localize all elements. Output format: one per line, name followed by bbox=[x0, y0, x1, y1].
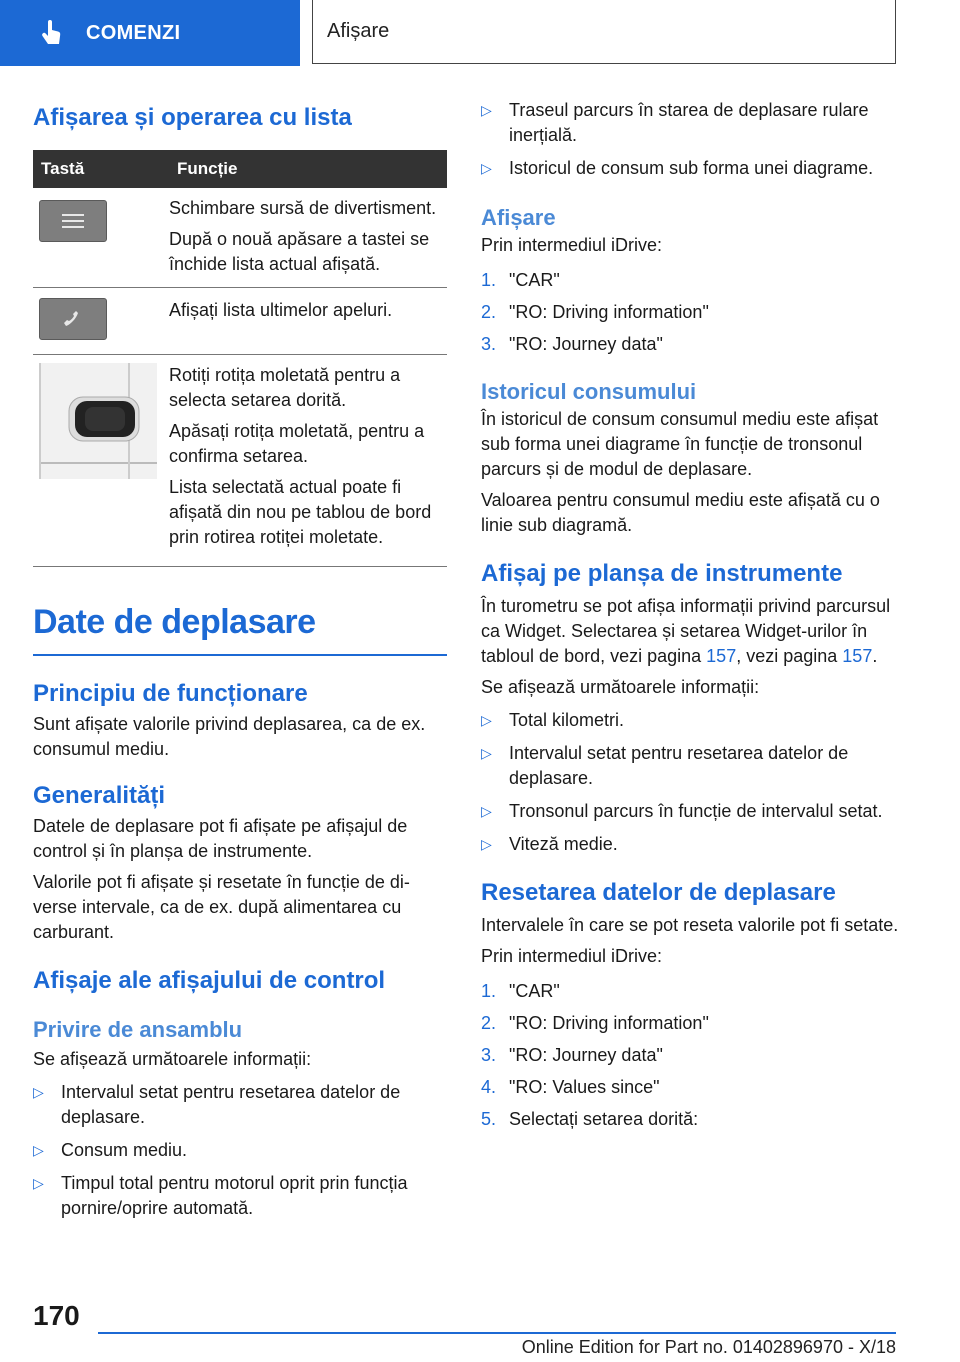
table-cell-text: Apăsați rotița moletată, pentru a confirma setarea. bbox=[169, 421, 425, 466]
bullet-triangle-icon: ▷ bbox=[481, 803, 492, 819]
hand-pointer-icon bbox=[40, 20, 64, 46]
list-item: ▷ Traseul parcurs în starea de deplasare rulare inerțială. bbox=[481, 98, 901, 148]
general-paragraph: Datele de deplasare pot fi afișate pe afișajul de control și în planșa de instrumente. bbox=[33, 816, 408, 861]
overview-heading: Privire de ansamblu bbox=[33, 1017, 243, 1042]
list-item: 2. "RO: Driving information" bbox=[481, 302, 709, 322]
footer-edition: Online Edition for Part no. 01402896970 - X/18 bbox=[521, 1337, 896, 1357]
bullet-triangle-icon: ▷ bbox=[33, 1142, 44, 1158]
subsection-tab[interactable] bbox=[312, 0, 896, 64]
subsection-tab-label: Afișare bbox=[327, 20, 390, 42]
table-row bbox=[33, 355, 447, 567]
cluster-paragraph: În turometru se pot afișa informații privind parcursul ca Widget. Selectarea și setarea Widget-urilor în tabloul de bord, vezi pagina 157, vezi pagina 157. bbox=[481, 596, 891, 666]
section-tab-label: COMENZI bbox=[86, 21, 181, 44]
displays-heading: Afișaje ale afișajului de control bbox=[33, 967, 386, 994]
list-item: 4. "RO: Values since" bbox=[481, 1077, 660, 1097]
header-bar bbox=[0, 0, 960, 66]
list-item: ▷ Istoricul de consum sub forma unei diagrame. bbox=[481, 156, 901, 181]
list-item: ▷ Consum mediu. bbox=[33, 1138, 447, 1163]
col-function-header: Funcție bbox=[177, 159, 238, 178]
principle-text: Sunt afișate valorile privind deplasarea, ca de ex. consumul mediu. bbox=[33, 714, 426, 759]
list-item: 3. "RO: Journey data" bbox=[481, 1045, 663, 1065]
list-item: ▷ Tronsonul parcurs în funcție de intervalul setat. bbox=[481, 799, 901, 824]
page-link[interactable]: 157 bbox=[842, 646, 873, 666]
list-item: 1. "CAR" bbox=[481, 270, 560, 290]
list-item: ▷ Intervalul setat pentru resetarea datelor de deplasare. bbox=[481, 741, 901, 791]
table-cell-text: Schimbare sursă de divertisment. bbox=[169, 198, 437, 218]
col-key-header: Tastă bbox=[41, 159, 85, 178]
table-cell-text: Afișați lista ultimelor apeluri. bbox=[169, 300, 393, 320]
list-item: 2. "RO: Driving information" bbox=[481, 1013, 709, 1033]
controller-knob-image bbox=[39, 363, 157, 479]
list-item: 1. "CAR" bbox=[481, 981, 560, 1001]
chapter-title: Date de deplasare bbox=[33, 603, 316, 641]
list-menu-icon bbox=[39, 200, 107, 242]
chapter-rule bbox=[33, 654, 447, 656]
reset-paragraph: Intervalele în care se pot reseta valorile pot fi setate. bbox=[481, 915, 899, 935]
footer-rule bbox=[98, 1332, 896, 1334]
list-heading: Afișarea și operarea cu lista bbox=[33, 104, 352, 131]
cluster-intro: Se afișează următoarele informații: bbox=[481, 677, 760, 697]
table-row bbox=[33, 288, 447, 355]
bullet-triangle-icon: ▷ bbox=[481, 102, 492, 118]
section-tab[interactable] bbox=[0, 0, 300, 66]
cluster-list bbox=[481, 708, 901, 857]
list-item: ▷ Total kilometri. bbox=[481, 708, 901, 733]
principle-heading: Principiu de funcționare bbox=[33, 680, 308, 707]
display-intro: Prin intermediul iDrive: bbox=[481, 235, 663, 255]
key-function-table bbox=[33, 150, 447, 567]
reset-intro: Prin intermediul iDrive: bbox=[481, 946, 663, 966]
list-item: 5. Selectați setarea dorită: bbox=[481, 1109, 699, 1129]
history-paragraph: În istoricul de consum consumul mediu este afișat sub forma unei diagrame în funcție de tronsonul parcurs și de modul de deplasare. bbox=[481, 409, 879, 479]
history-heading: Istoricul consumului bbox=[481, 379, 697, 404]
bullet-triangle-icon: ▷ bbox=[481, 836, 492, 852]
top-list bbox=[481, 98, 901, 181]
list-item: ▷ Timpul total pentru motorul oprit prin funcția pornire/oprire automată. bbox=[33, 1171, 447, 1221]
bullet-triangle-icon: ▷ bbox=[33, 1175, 44, 1191]
history-paragraph: Valoarea pentru consumul mediu este afișată cu o linie sub diagramă. bbox=[481, 490, 880, 535]
list-item: ▷ Intervalul setat pentru resetarea datelor de deplasare. bbox=[33, 1080, 447, 1130]
table-row bbox=[33, 188, 447, 288]
bullet-triangle-icon: ▷ bbox=[33, 1084, 44, 1100]
left-column bbox=[33, 96, 447, 1221]
general-paragraph: Valorile pot fi afișate și resetate în funcție de diverse intervale, ca de ex. după alimentarea cu carburant. bbox=[33, 872, 410, 942]
table-cell-text: După o nouă apăsare a tastei se închide lista actual afișată. bbox=[169, 229, 430, 274]
list-item: 3. "RO: Journey data" bbox=[481, 334, 663, 354]
reset-steps bbox=[481, 979, 901, 1132]
table-cell-text: Rotiți rotița moletată pentru a selecta setarea dorită. bbox=[169, 365, 401, 410]
general-heading: Generalități bbox=[33, 782, 166, 809]
reset-heading: Resetarea datelor de deplasare bbox=[481, 879, 836, 906]
display-steps bbox=[481, 268, 901, 357]
bullet-triangle-icon: ▷ bbox=[481, 712, 492, 728]
cluster-heading: Afișaj pe planșa de instrumente bbox=[481, 560, 843, 587]
bullet-triangle-icon: ▷ bbox=[481, 745, 492, 761]
bullet-triangle-icon: ▷ bbox=[481, 160, 492, 176]
table-cell-text: Lista selectată actual poate fi afișată din nou pe tablou de bord prin rotirea rotiței moletate. bbox=[169, 477, 432, 547]
list-item: ▷ Viteză medie. bbox=[481, 832, 901, 857]
phone-icon bbox=[39, 298, 107, 340]
page-number: 170 bbox=[33, 1300, 80, 1331]
table-header bbox=[33, 150, 447, 188]
right-column bbox=[481, 96, 901, 1132]
display-heading: Afișare bbox=[481, 205, 556, 230]
overview-intro: Se afișează următoarele informații: bbox=[33, 1049, 312, 1069]
overview-list bbox=[33, 1080, 447, 1221]
page-link[interactable]: 157 bbox=[706, 646, 737, 666]
